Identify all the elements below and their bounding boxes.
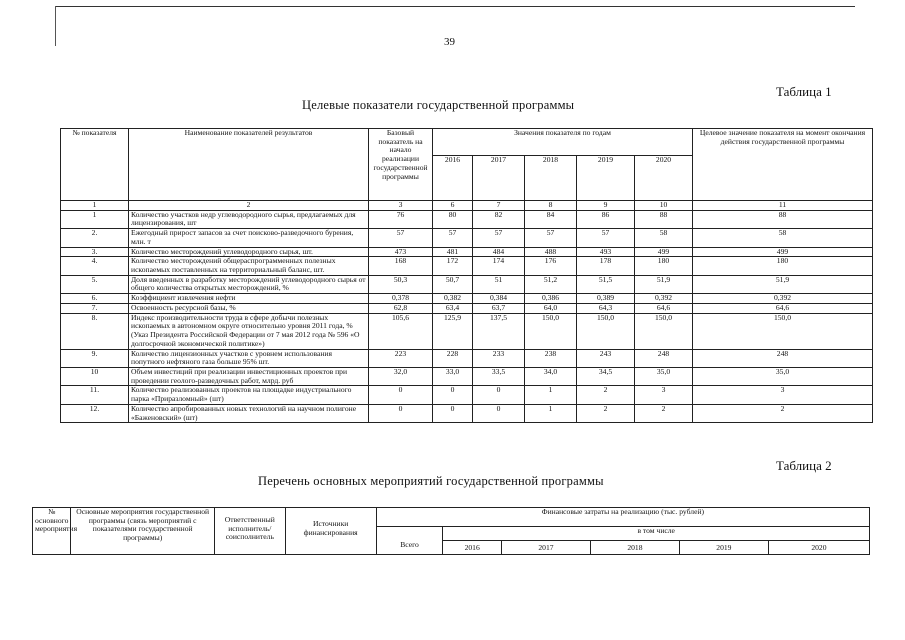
header-year: 2017 bbox=[473, 156, 525, 201]
row-number: 9. bbox=[61, 349, 129, 367]
row-base-value: 62,8 bbox=[369, 303, 433, 313]
row-year-value: 0 bbox=[473, 386, 525, 404]
col-number: 6 bbox=[433, 201, 473, 211]
row-year-value: 484 bbox=[473, 247, 525, 257]
row-indicator-name: Количество реализованных проектов на площадке индустриального парка «Приразломный» (шт) bbox=[129, 386, 369, 404]
col-number: 2 bbox=[129, 201, 369, 211]
row-year-value: 63,7 bbox=[473, 303, 525, 313]
table-row bbox=[61, 275, 873, 293]
header-year: 2018 bbox=[525, 156, 577, 201]
table1-title: Целевые показатели государственной программы bbox=[302, 98, 575, 112]
row-year-value: 499 bbox=[635, 247, 693, 257]
header-year: 2016 bbox=[433, 156, 473, 201]
row-year-value: 125,9 bbox=[433, 313, 473, 349]
row-number: 11. bbox=[61, 386, 129, 404]
row-year-value: 488 bbox=[525, 247, 577, 257]
header-year: 2020 bbox=[635, 156, 693, 201]
row-indicator-name: Количество участков недр углеводородного сырья, предлагаемых для лицензирования, шт bbox=[129, 210, 369, 228]
row-base-value: 57 bbox=[369, 229, 433, 247]
header-year: 2017 bbox=[501, 541, 590, 555]
row-target-value: 51,9 bbox=[693, 275, 873, 293]
row-target-value: 64,6 bbox=[693, 303, 873, 313]
table2-title: Перечень основных мероприятий государственной программы bbox=[258, 474, 604, 488]
row-year-value: 0 bbox=[433, 386, 473, 404]
row-year-value: 34,5 bbox=[577, 367, 635, 385]
col-number: 11 bbox=[693, 201, 873, 211]
header-name: Наименование показателей результатов bbox=[129, 129, 369, 201]
row-number: 10 bbox=[61, 367, 129, 385]
row-base-value: 223 bbox=[369, 349, 433, 367]
row-indicator-name: Коэффициент извлечения нефти bbox=[129, 294, 369, 304]
row-number: 1 bbox=[61, 210, 129, 228]
row-year-value: 1 bbox=[525, 404, 577, 422]
row-base-value: 50,3 bbox=[369, 275, 433, 293]
col-number: 1 bbox=[61, 201, 129, 211]
row-year-value: 57 bbox=[577, 229, 635, 247]
row-year-value: 0 bbox=[433, 404, 473, 422]
header-costs: Финансовые затраты на реализацию (тыс. рублей) bbox=[376, 508, 869, 527]
row-year-value: 63,4 bbox=[433, 303, 473, 313]
row-year-value: 0,386 bbox=[525, 294, 577, 304]
row-target-value: 180 bbox=[693, 257, 873, 275]
row-year-value: 3 bbox=[635, 386, 693, 404]
row-base-value: 0 bbox=[369, 386, 433, 404]
row-number: 7. bbox=[61, 303, 129, 313]
row-year-value: 0,389 bbox=[577, 294, 635, 304]
col-number: 3 bbox=[369, 201, 433, 211]
row-year-value: 481 bbox=[433, 247, 473, 257]
row-indicator-name: Количество апробированных новых технологий на научном полигоне «Баженовский» (шт) bbox=[129, 404, 369, 422]
row-year-value: 88 bbox=[635, 210, 693, 228]
row-year-value: 174 bbox=[473, 257, 525, 275]
row-number: 8. bbox=[61, 313, 129, 349]
scan-border-left bbox=[55, 6, 56, 46]
header-total: Всего bbox=[376, 527, 443, 555]
table-row bbox=[61, 367, 873, 385]
header-executor: Ответственный исполнитель/ соисполнитель bbox=[214, 508, 285, 555]
header-year: 2016 bbox=[443, 541, 502, 555]
row-year-value: 493 bbox=[577, 247, 635, 257]
row-base-value: 0 bbox=[369, 404, 433, 422]
col-number: 9 bbox=[577, 201, 635, 211]
row-year-value: 57 bbox=[473, 229, 525, 247]
row-year-value: 35,0 bbox=[635, 367, 693, 385]
row-target-value: 0,392 bbox=[693, 294, 873, 304]
table-row bbox=[61, 386, 873, 404]
header-target: Целевое значение показателя на момент окончания действия государственной программы bbox=[693, 129, 873, 201]
row-year-value: 58 bbox=[635, 229, 693, 247]
row-year-value: 248 bbox=[635, 349, 693, 367]
row-indicator-name: Доля введенных в разработку месторождений углеводородного сырья от общего количества открытых месторождений, % bbox=[129, 275, 369, 293]
row-target-value: 88 bbox=[693, 210, 873, 228]
table-row bbox=[61, 229, 873, 247]
row-year-value: 172 bbox=[433, 257, 473, 275]
header-base: Базовый показатель на начало реализации государственной программы bbox=[369, 129, 433, 201]
row-year-value: 51,2 bbox=[525, 275, 577, 293]
row-base-value: 105,6 bbox=[369, 313, 433, 349]
targets-table-body bbox=[61, 210, 873, 423]
row-year-value: 64,6 bbox=[635, 303, 693, 313]
row-indicator-name: Освоенность ресурсной базы, % bbox=[129, 303, 369, 313]
header-year: 2020 bbox=[768, 541, 869, 555]
row-year-value: 33,0 bbox=[433, 367, 473, 385]
row-number: 3. bbox=[61, 247, 129, 257]
table-row bbox=[61, 210, 873, 228]
row-year-value: 51,9 bbox=[635, 275, 693, 293]
row-target-value: 35,0 bbox=[693, 367, 873, 385]
row-year-value: 2 bbox=[577, 386, 635, 404]
row-year-value: 51,5 bbox=[577, 275, 635, 293]
row-year-value: 2 bbox=[635, 404, 693, 422]
row-year-value: 64,3 bbox=[577, 303, 635, 313]
row-target-value: 499 bbox=[693, 247, 873, 257]
row-target-value: 248 bbox=[693, 349, 873, 367]
row-target-value: 58 bbox=[693, 229, 873, 247]
targets-table bbox=[60, 128, 873, 423]
row-base-value: 0,378 bbox=[369, 294, 433, 304]
header-num: № показателя bbox=[61, 129, 129, 201]
scan-border-top bbox=[55, 6, 855, 7]
row-year-value: 0,392 bbox=[635, 294, 693, 304]
row-indicator-name: Объем инвестиций при реализации инвестиционных проектов при проведении геолого-разведочных работ, млрд. руб bbox=[129, 367, 369, 385]
row-indicator-name: Количество месторождений углеводородного сырья, шт. bbox=[129, 247, 369, 257]
row-year-value: 0,384 bbox=[473, 294, 525, 304]
row-year-value: 1 bbox=[525, 386, 577, 404]
row-year-value: 0 bbox=[473, 404, 525, 422]
row-indicator-name: Количество месторождений общераспрограмменных полезных ископаемых поставленных на территориальный баланс, шт. bbox=[129, 257, 369, 275]
header-year: 2019 bbox=[679, 541, 768, 555]
col-number: 10 bbox=[635, 201, 693, 211]
header-incl: в том числе bbox=[443, 527, 870, 541]
row-year-value: 137,5 bbox=[473, 313, 525, 349]
row-target-value: 150,0 bbox=[693, 313, 873, 349]
row-year-value: 2 bbox=[577, 404, 635, 422]
table-row bbox=[61, 257, 873, 275]
activities-table bbox=[32, 507, 870, 555]
row-indicator-name: Индекс производительности труда в сфере добычи полезных ископаемых в автономном округе относительно уровня 2011 года, % (Указ Президента Российской Федерации от 7 мая 2012 года № 596 «О долгосрочной экономической политике») bbox=[129, 313, 369, 349]
table-row bbox=[61, 349, 873, 367]
row-year-value: 33,5 bbox=[473, 367, 525, 385]
row-year-value: 50,7 bbox=[433, 275, 473, 293]
header-year: 2018 bbox=[590, 541, 679, 555]
row-target-value: 3 bbox=[693, 386, 873, 404]
row-target-value: 2 bbox=[693, 404, 873, 422]
table-row bbox=[61, 294, 873, 304]
row-year-value: 80 bbox=[433, 210, 473, 228]
row-year-value: 228 bbox=[433, 349, 473, 367]
row-number: 5. bbox=[61, 275, 129, 293]
row-year-value: 150,0 bbox=[525, 313, 577, 349]
header-sources: Источники финансирования bbox=[285, 508, 376, 555]
table2-caption: Таблица 2 bbox=[776, 458, 832, 473]
header-year: 2019 bbox=[577, 156, 635, 201]
row-number: 4. bbox=[61, 257, 129, 275]
row-year-value: 150,0 bbox=[635, 313, 693, 349]
row-year-value: 57 bbox=[525, 229, 577, 247]
header-values: Значения показателя по годам bbox=[433, 129, 693, 156]
row-base-value: 76 bbox=[369, 210, 433, 228]
row-year-value: 64,0 bbox=[525, 303, 577, 313]
col-number: 8 bbox=[525, 201, 577, 211]
column-number-row bbox=[61, 201, 873, 211]
row-base-value: 473 bbox=[369, 247, 433, 257]
row-year-value: 150,0 bbox=[577, 313, 635, 349]
header-activities: Основные мероприятия государственной программы (связь мероприятий с показателями государственной программы) bbox=[71, 508, 215, 555]
row-year-value: 51 bbox=[473, 275, 525, 293]
header-activity-num: № основного мероприятия bbox=[33, 508, 71, 555]
row-base-value: 168 bbox=[369, 257, 433, 275]
row-year-value: 178 bbox=[577, 257, 635, 275]
row-base-value: 32,0 bbox=[369, 367, 433, 385]
row-year-value: 57 bbox=[433, 229, 473, 247]
row-year-value: 0,382 bbox=[433, 294, 473, 304]
row-number: 12. bbox=[61, 404, 129, 422]
row-year-value: 176 bbox=[525, 257, 577, 275]
table-row bbox=[61, 404, 873, 422]
row-year-value: 34,0 bbox=[525, 367, 577, 385]
row-indicator-name: Ежегодный прирост запасов за счет поисково-разведочного бурения, млн. т bbox=[129, 229, 369, 247]
table-row bbox=[61, 303, 873, 313]
row-year-value: 84 bbox=[525, 210, 577, 228]
row-year-value: 238 bbox=[525, 349, 577, 367]
col-number: 7 bbox=[473, 201, 525, 211]
table-row bbox=[61, 313, 873, 349]
row-year-value: 82 bbox=[473, 210, 525, 228]
page-number: 39 bbox=[444, 36, 455, 48]
row-number: 6. bbox=[61, 294, 129, 304]
row-indicator-name: Количество лицензионных участков с уровнем использования попутного нефтяного газа больше 95% шт. bbox=[129, 349, 369, 367]
row-year-value: 86 bbox=[577, 210, 635, 228]
row-year-value: 180 bbox=[635, 257, 693, 275]
row-number: 2. bbox=[61, 229, 129, 247]
row-year-value: 243 bbox=[577, 349, 635, 367]
table1-caption: Таблица 1 bbox=[776, 84, 832, 99]
row-year-value: 233 bbox=[473, 349, 525, 367]
